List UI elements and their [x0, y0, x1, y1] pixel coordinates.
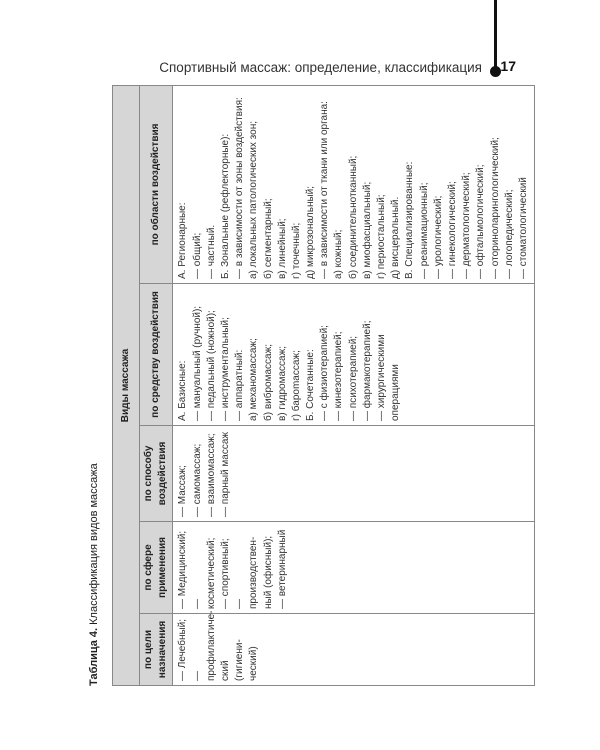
cell-line: ский (гигиени-	[219, 639, 246, 681]
table-row	[173, 85, 535, 685]
cell-line: — производствен-	[234, 536, 260, 609]
cell-line: — стоматологический	[517, 177, 529, 279]
cell-line: — хирургическими	[376, 334, 387, 421]
cell-line: В. Специализированные:	[404, 161, 416, 279]
table-caption-text: Классификация видов массажа	[88, 463, 100, 628]
cell-line: б) соединительнотканный;	[347, 155, 359, 279]
cell-line: б) сегментарный;	[262, 198, 274, 279]
cell-line: — косметический;	[191, 537, 217, 609]
page-number: 17	[500, 58, 516, 74]
cell-line: д) микрозональный;	[305, 185, 317, 279]
cell-line: б) вибромассаж;	[262, 343, 274, 421]
cell-line: — парный массаж	[219, 431, 231, 517]
massage-classification-table	[112, 85, 535, 686]
table-cell	[173, 426, 535, 522]
table-cell	[173, 610, 535, 686]
column-header: по средству воздействия	[140, 284, 173, 426]
table-cell	[173, 85, 535, 283]
table-cell	[173, 284, 535, 426]
cell-line: — аппаратный:	[234, 349, 246, 421]
cell-line: д) висцеральный.	[390, 196, 402, 279]
cell-line: — инструментальный;	[219, 317, 231, 421]
cell-line: А. Регионарные:	[177, 202, 189, 279]
cell-line: а) кожный;	[333, 229, 345, 279]
cell-line: — в зависимости от ткани или органа:	[319, 101, 331, 279]
cell-line: — гинекологический;	[446, 181, 458, 279]
cell-line: — кинезотерапией;	[333, 331, 345, 421]
cell-line: в) линейный;	[276, 218, 288, 279]
running-title: Спортивный массаж: определение, классификация	[159, 60, 482, 75]
column-header: по цели назначения	[140, 614, 173, 686]
cell-line: г) бароmассаж;	[290, 350, 302, 421]
column-header: по способу воздействия	[140, 426, 173, 522]
cell-line: — педальный (ножной);	[205, 310, 217, 421]
cell-line: — логопедический;	[503, 189, 515, 279]
cell-line: операциями	[390, 364, 402, 421]
table-caption-label: Таблица 4.	[88, 627, 100, 686]
cell-line: — дерматологический;	[461, 172, 473, 279]
cell-line: А. Базисные:	[177, 360, 189, 421]
cell-line: — взаимомассаж;	[205, 433, 217, 517]
cell-line: — профилактиче-	[191, 610, 217, 681]
cell-line: — спортивный;	[219, 538, 231, 609]
cell-line: — оториноларингологический;	[489, 137, 501, 279]
cell-line: — общий;	[191, 232, 203, 279]
cell-line: Б. Зональные (рефлекторные):	[219, 133, 231, 279]
cell-line: — Медицинский;	[177, 530, 189, 609]
header-bullet-dot	[490, 66, 501, 77]
cell-line: — Массаж;	[177, 465, 189, 517]
cell-line: — фармакотерапией;	[361, 320, 373, 421]
column-header: по сфере применения	[140, 522, 173, 614]
cell-line: — в зависимости от зоны воздействия:	[234, 97, 246, 279]
header-vertical-rule	[494, 0, 497, 70]
cell-line: а) локальных патологических зон;	[248, 120, 260, 279]
cell-line: в) миофасциальный;	[361, 181, 373, 279]
cell-line: — мануальный (ручной);	[191, 305, 203, 421]
cell-line: — с физиотерапией;	[319, 325, 331, 421]
cell-line: в) гидромассаж;	[276, 345, 288, 421]
cell-line: ческий)	[248, 646, 260, 681]
cell-line: — психотерапией;	[347, 335, 359, 421]
cell-line: а) механомассаж;	[248, 338, 260, 421]
rotated-table-block	[88, 86, 529, 686]
cell-line: г) периостальный;	[376, 194, 387, 279]
cell-line: Б. Сочетанные:	[305, 349, 317, 421]
cell-line: — частный.	[205, 224, 217, 279]
column-header: по области воздействия	[140, 85, 173, 283]
cell-line: ный (офисный);	[262, 535, 274, 609]
cell-line: — урологический;	[432, 195, 444, 279]
table-caption	[88, 463, 100, 686]
table-group-header: Виды массажа	[113, 85, 140, 685]
cell-line: — офтальмологический;	[475, 164, 487, 279]
cell-line: г) точечный;	[290, 222, 302, 279]
cell-line: — реанимационный;	[418, 182, 430, 279]
cell-line: — Лечебный;	[177, 618, 189, 681]
cell-line: — ветеринарный	[276, 529, 288, 609]
table-cell	[173, 522, 535, 614]
cell-line: — самомассаж;	[191, 443, 203, 517]
